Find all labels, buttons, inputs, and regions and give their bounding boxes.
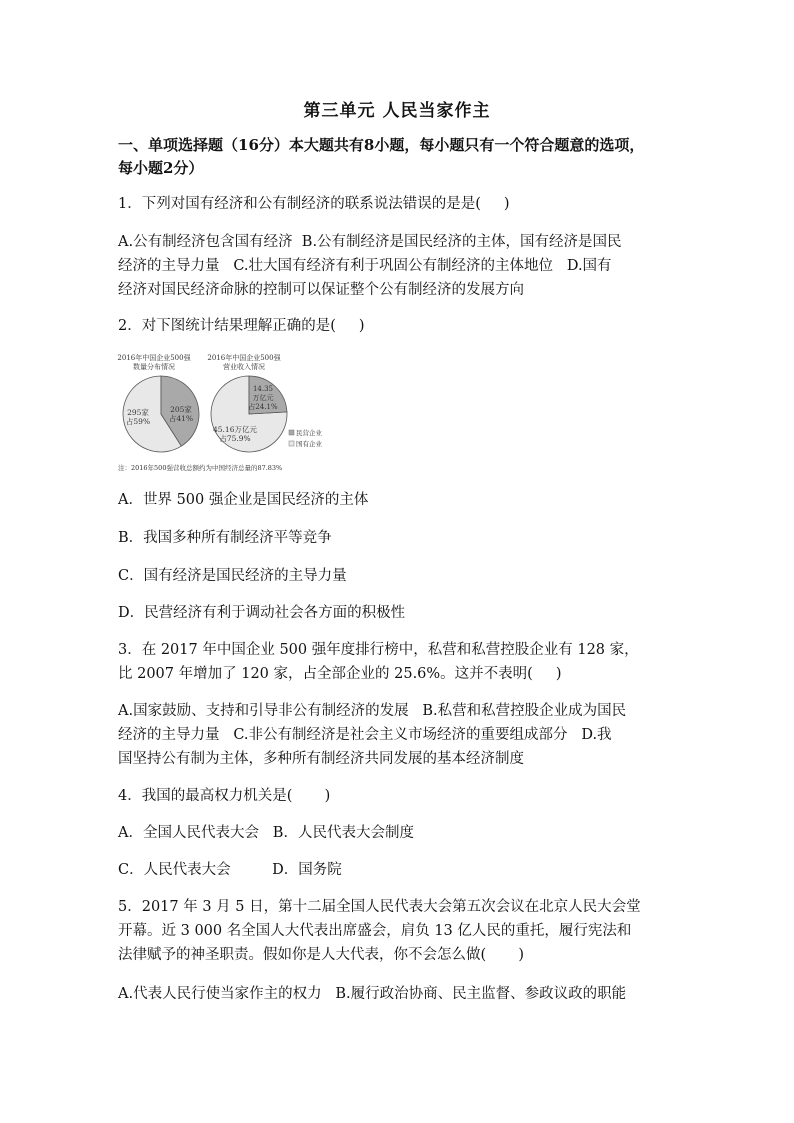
q2-option-c: C．国有经济是国民经济的主导力量 [118, 568, 347, 584]
q2-option-b: B．我国多种所有制经济平等竞争 [118, 530, 332, 546]
q4-options-line-1: A．全国人民代表大会 B．人民代表大会制度 [118, 825, 414, 841]
pie1-dark-label-line1: 205家 [170, 405, 192, 414]
q1-options-line-2: 经济的主导力量 C.壮大国有经济有利于巩固公有制经济的主体地位 D.国有 [118, 258, 612, 274]
q5-stem-line-1: 5．2017 年 3 月 5 日，第十二届全国人民代表大会第五次会议在北京人民大会堂 [118, 899, 641, 915]
pie1-light-label-line1: 295家 [127, 408, 149, 417]
pie2-light-label-line2: 占75.9% [219, 434, 251, 443]
q1-stem: 1．下列对国有经济和公有制经济的联系说法错误的是是( ) [118, 196, 510, 212]
pie2-dark-label-line3: 占24.1% [248, 403, 278, 411]
q5-stem-line-3: 法律赋予的神圣职责。假如你是人大代表，你不会怎么做( ) [118, 947, 525, 963]
pie1 [123, 376, 199, 452]
pie2 [211, 376, 287, 452]
q2-option-d: D．民营经济有利于调动社会各方面的积极性 [118, 605, 406, 621]
pie1-title-line2: 数量分布情况 [133, 363, 175, 371]
pie1-light-label-line2: 占59% [125, 417, 151, 426]
q1-options-line-3: 经济对国民经济命脉的控制可以保证整个公有制经济的发展方向 [118, 282, 524, 298]
figure-note: 注：2016年500强营收总额约为中国经济总量的87.83% [118, 464, 283, 472]
pie-chart-figure [116, 344, 346, 476]
legend-label-state-owned: 国有企业 [296, 440, 322, 448]
pie2-light-label-line1: 45.16万亿元 [213, 425, 257, 434]
q3-options-line-1: A.国家鼓励、支持和引导非公有制经济的发展 B.私营和私营控股企业成为国民 [118, 703, 627, 719]
section-heading-line-2: 每小题2分） [118, 159, 204, 177]
legend-swatch-state-owned [289, 441, 294, 446]
pie2-title-line2: 营业收入情况 [223, 363, 265, 371]
q2-stem: 2．对下图统计结果理解正确的是( ) [118, 318, 365, 334]
pie1-dark-label-line2: 占41% [168, 414, 194, 423]
unit-title: 第三单元 人民当家作主 [303, 101, 491, 121]
q3-stem-line-1: 3．在 2017 年中国企业 500 强年度排行榜中，私营和私营控股企业有 128 家， [118, 642, 639, 658]
q5-stem-line-2: 开幕。近 3 000 名全国人大代表出席盛会，肩负 13 亿人民的重托，履行宪法和 [118, 923, 632, 939]
q4-stem: 4．我国的最高权力机关是( ) [118, 788, 331, 804]
pie2-dark-label-line1: 14.35 [252, 385, 274, 393]
legend-swatch-private [289, 430, 294, 435]
pie1-title-line1: 2016年中国企业500强 [117, 354, 191, 362]
legend-label-private: 民营企业 [296, 429, 322, 437]
q1-options-line-1: A.公有制经济包含国有经济 B.公有制经济是国民经济的主体，国有经济是国民 [118, 234, 622, 250]
q3-options-line-3: 国坚持公有制为主体，多种所有制经济共同发展的基本经济制度 [118, 751, 524, 767]
q3-options-line-2: 经济的主导力量 C.非公有制经济是社会主义市场经济的重要组成部分 D.我 [118, 727, 612, 743]
q5-options-line-1: A.代表人民行使当家作主的权力 B.履行政治协商、民主监督、参政议政的职能 [118, 986, 627, 1002]
q4-options-line-2: C．人民代表大会 D．国务院 [118, 862, 342, 878]
section-heading-line-1: 一、单项选择题（16分）本大题共有8小题，每小题只有一个符合题意的选项， [118, 136, 645, 154]
pie2-title-line1: 2016年中国企业500强 [207, 354, 281, 362]
q3-stem-line-2: 比 2007 年增加了 120 家，占全部企业的 25.6%。这并不表明( ) [118, 666, 562, 682]
pie2-dark-label-line2: 万亿元 [252, 394, 274, 402]
q2-option-a: A．世界 500 强企业是国民经济的主体 [118, 492, 369, 508]
